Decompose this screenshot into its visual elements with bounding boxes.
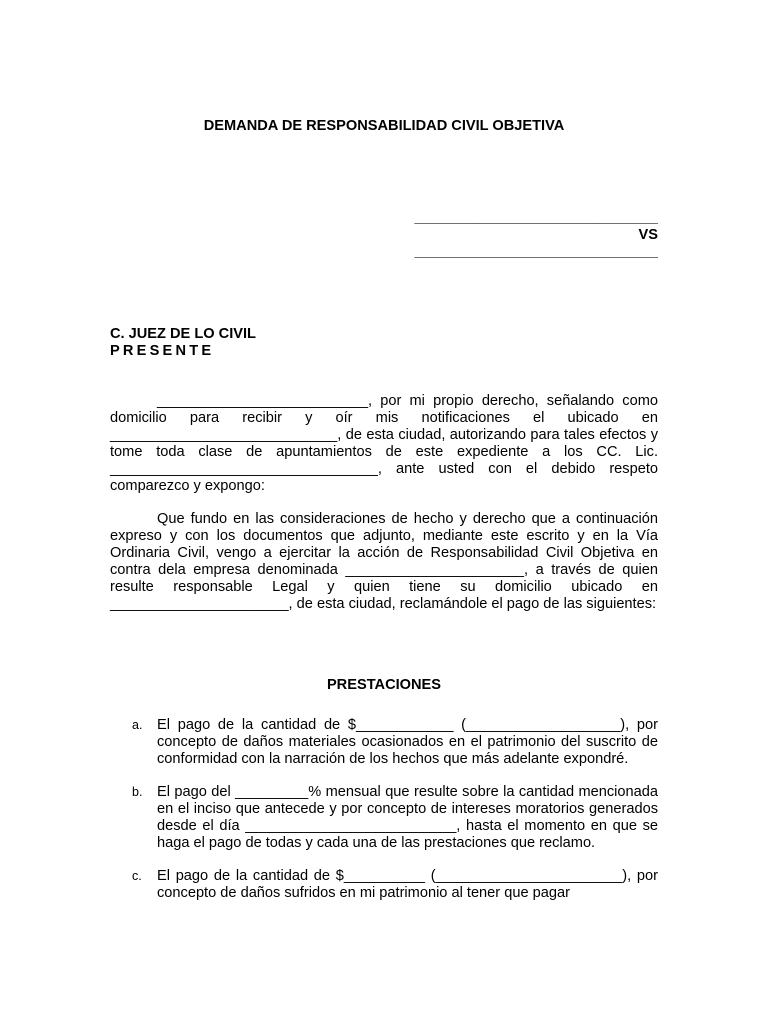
versus-label: VS (638, 227, 658, 243)
paragraph-action: Que fundo en las consideraciones de hecho y derecho que a continuación expreso y con los documentos que adjunto, mediante este escrito y en la Vía Ordinaria Civil, vengo a ejercitar la acción de Responsabilidad Civil Objetiva en contra dela empresa denominada ______________________, a través de quien resulte responsable Legal y quien tiene su domicilio ubicado en ______________________, de esta ciudad, reclamándole el pago de las siguientes: (110, 511, 658, 612)
list-item (110, 868, 658, 902)
plaintiff-blank: ______________________________ (414, 210, 658, 226)
prestaciones-list (110, 717, 658, 902)
list-item-text: El pago de la cantidad de $____________ (___________________), por concepto de daños materiales ocasionados en el patrimonio del suscrito de conformidad con la narración de los hechos que más adelante expondré. (157, 717, 658, 767)
list-marker: c. (132, 869, 142, 883)
list-marker: b. (132, 785, 143, 799)
addressee-presente: PRESENTE (110, 343, 215, 359)
list-item (110, 717, 658, 768)
list-item (110, 784, 658, 852)
addressee-block (110, 326, 256, 360)
defendant-blank: ______________________________ (414, 244, 658, 260)
document-title: DEMANDA DE RESPONSABILIDAD CIVIL OBJETIVA (203, 118, 565, 134)
section-title-prestaciones: PRESTACIONES (326, 677, 442, 693)
list-item-text: El pago del _________% mensual que resulte sobre la cantidad mencionada en el inciso que antecede y por concepto de intereses moratorios generados desde el día __________________________, hasta el momento en que se haga el pago de todas y cada una de las prestaciones que reclamo. (157, 784, 658, 851)
list-item-text: El pago de la cantidad de $__________ (_______________________), por concepto de daños sufridos en mi patrimonio al tener que pagar (157, 868, 658, 901)
paragraph-introduction: __________________________, por mi propio derecho, señalando como domicilio para recibir y oír mis notificaciones el ubicado en ____________________________, de esta ciudad, autorizando para tales efectos y tome toda clase de apuntamientos de este expediente a los CC. Lic. _________________________________, ante usted con el debido respeto comparezco y expongo: (110, 393, 658, 494)
addressee-judge: C. JUEZ DE LO CIVIL (110, 326, 256, 342)
parties-block (400, 210, 658, 261)
list-marker: a. (132, 718, 143, 732)
